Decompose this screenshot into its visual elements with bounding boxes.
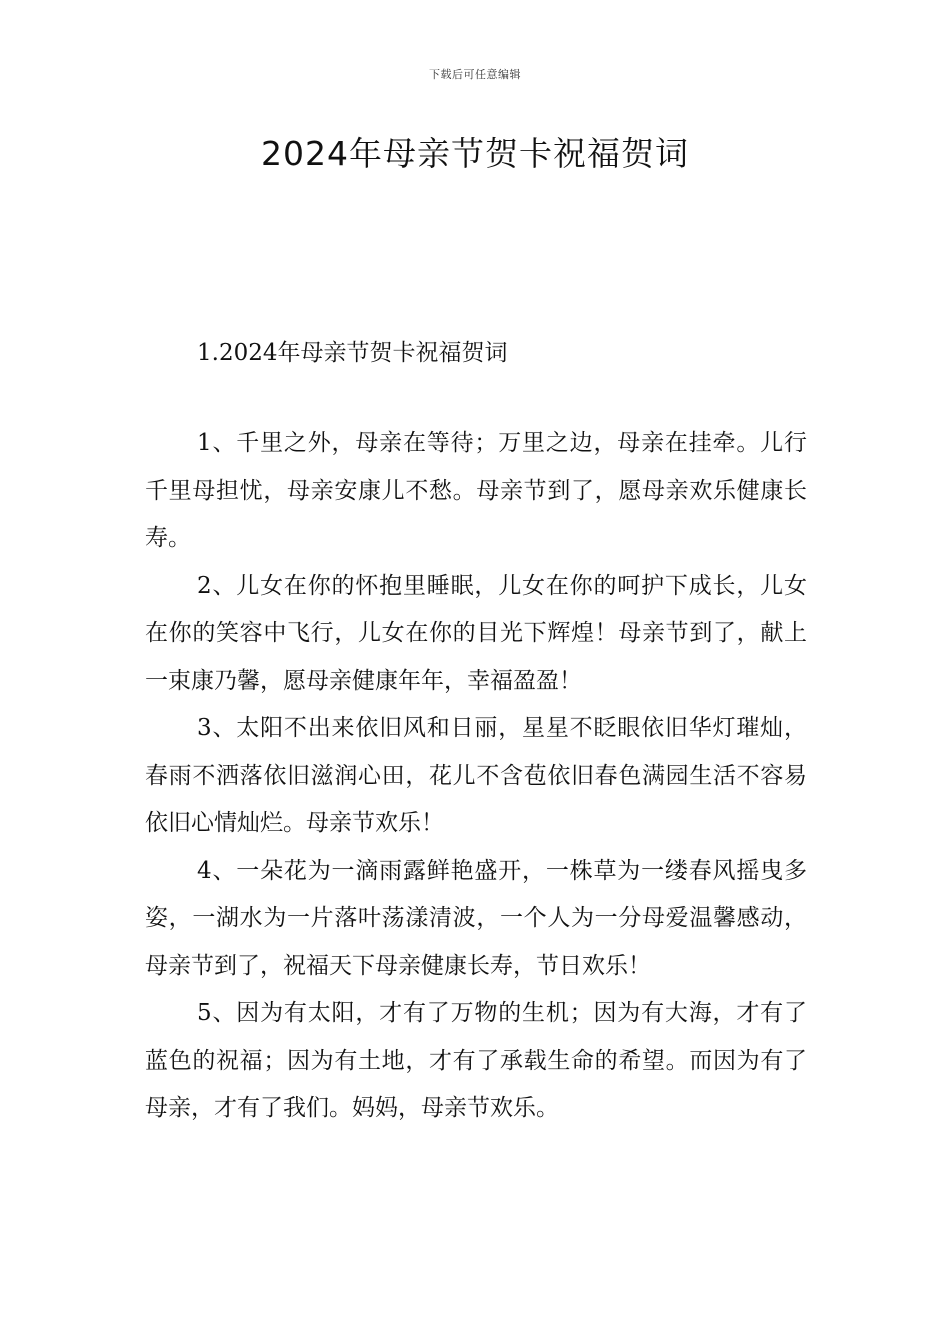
paragraph-2: 2、儿女在你的怀抱里睡眠，儿女在你的呵护下成长，儿女在你的笑容中飞行，儿女在你的目光下辉煌！母亲节到了，献上一束康乃馨，愿母亲健康年年，幸福盈盈！ xyxy=(145,572,807,694)
paragraph-3: 3、太阳不出来依旧风和日丽，星星不眨眼依旧华灯璀灿，春雨不洒落依旧滋润心田，花儿不含苞依旧春色满园生活不容易依旧心情灿烂。母亲节欢乐！ xyxy=(145,715,807,836)
body-text xyxy=(145,420,807,1133)
document-title: 2024年母亲节贺卡祝福贺词 xyxy=(261,134,689,173)
paragraph-4: 4、一朵花为一滴雨露鲜艳盛开，一株草为一缕春风摇曳多姿，一湖水为一片落叶荡漾清波，一个人为一分母爱温馨感动，母亲节到了，祝福天下母亲健康长寿，节日欢乐！ xyxy=(145,857,807,979)
header-note: 下载后可任意编辑 xyxy=(429,68,521,81)
paragraph-1: 1、千里之外，母亲在等待；万里之边，母亲在挂牵。儿行千里母担忧，母亲安康儿不愁。母亲节到了，愿母亲欢乐健康长寿。 xyxy=(145,430,807,551)
section-heading: 1.2024年母亲节贺卡祝福贺词 xyxy=(197,340,508,366)
paragraph-5: 5、因为有太阳，才有了万物的生机；因为有大海，才有了蓝色的祝福；因为有土地，才有了承载生命的希望。而因为有了母亲，才有了我们。妈妈，母亲节欢乐。 xyxy=(145,1000,807,1121)
